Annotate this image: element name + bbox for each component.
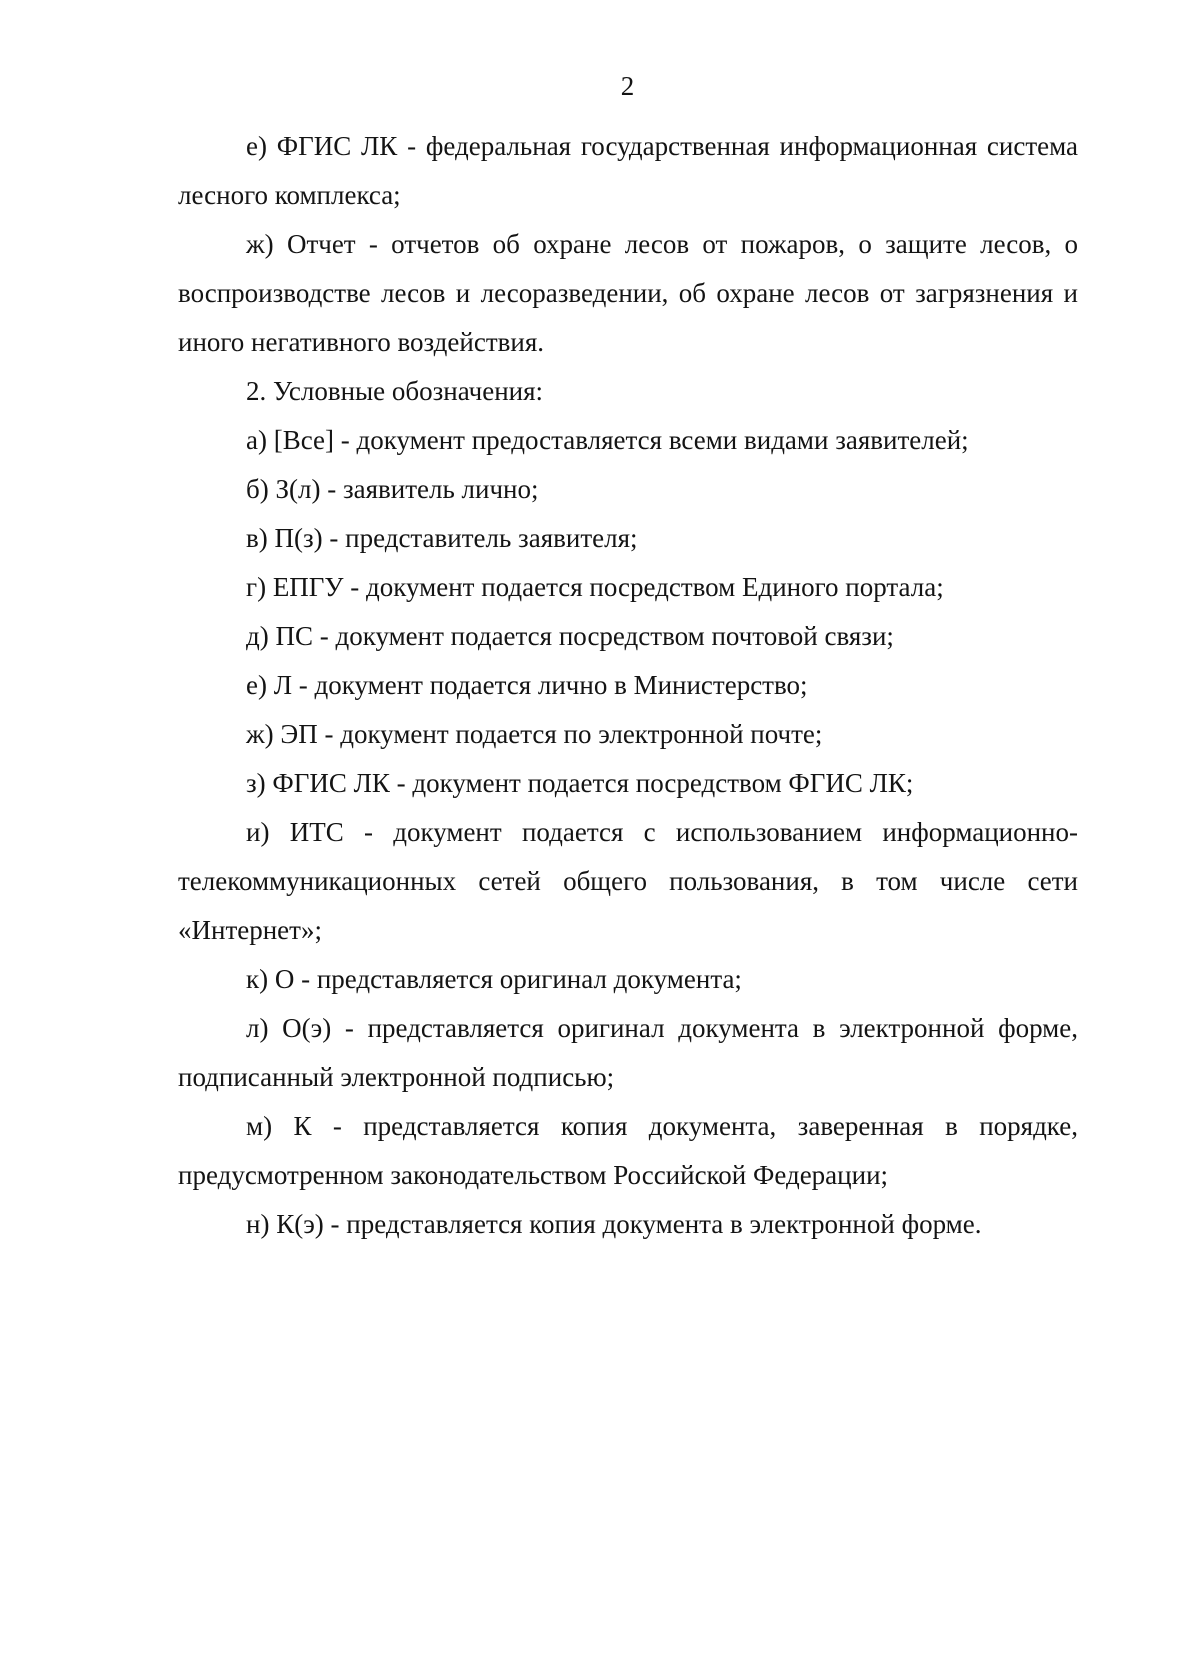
paragraph-legend-original: к) О - представляется оригинал документа; (246, 964, 742, 994)
paragraph-legend-all: а) [Все] - документ предоставляется всеми видами заявителей; (246, 425, 969, 455)
paragraph-legend-copy: м) К - представляется копия документа, заверенная в порядке, предусмотренном законодательством Российской Федерации; (178, 1111, 1078, 1190)
paragraph-legend-email: ж) ЭП - документ подается по электронной почте; (246, 719, 823, 749)
paragraph-definition-report: ж) Отчет - отчетов об охране лесов от пожаров, о защите лесов, о воспроизводстве лесов и лесоразведении, об охране лесов от загрязнения и иного негативного воздействия. (178, 229, 1078, 357)
paragraph-definition-fgis-lk: е) ФГИС ЛК - федеральная государственная информационная система лесного комплекса; (178, 131, 1078, 210)
paragraph-legend-its: и) ИТС - документ подается с использованием информационно-телекоммуникационных сетей общего пользования, в том числе сети «Интернет»; (178, 817, 1078, 945)
paragraph-legend-epgu: г) ЕПГУ - документ подается посредством Единого портала; (246, 572, 944, 602)
paragraph-legend-in-person: е) Л - документ подается лично в Министерство; (246, 670, 808, 700)
paragraph-legend-fgis-lk: з) ФГИС ЛК - документ подается посредством ФГИС ЛК; (246, 768, 914, 798)
paragraph-legend-copy-electronic: н) К(э) - представляется копия документа в электронной форме. (246, 1209, 982, 1239)
paragraph-legend-heading: 2. Условные обозначения: (246, 376, 544, 406)
body-text (178, 122, 1078, 1249)
paragraph-legend-representative: в) П(з) - представитель заявителя; (246, 523, 638, 553)
page-number: 2 (620, 71, 635, 101)
paragraph-legend-original-electronic: л) О(э) - представляется оригинал документа в электронной форме, подписанный электронной подписью; (178, 1013, 1078, 1092)
paragraph-legend-applicant-personal: б) З(л) - заявитель лично; (246, 474, 539, 504)
paragraph-legend-postal: д) ПС - документ подается посредством почтовой связи; (246, 621, 894, 651)
